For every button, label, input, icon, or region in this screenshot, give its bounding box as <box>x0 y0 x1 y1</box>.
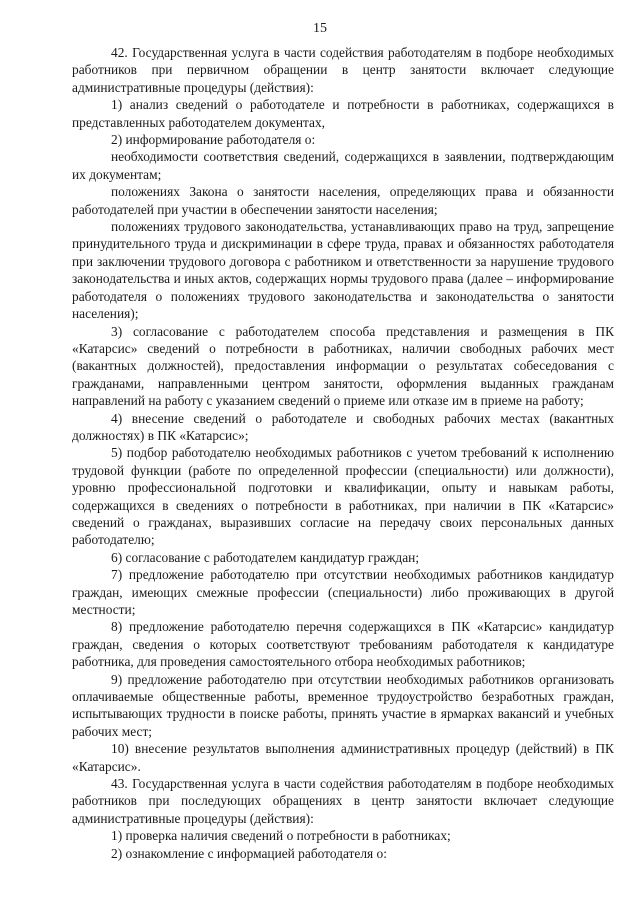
paragraph-item-9: 9) предложение работодателю при отсутствии необходимых работников организовать оплачиваемые общественные работы, временное трудоустройство безработных граждан, испытывающих трудности в поиске работы, принять участие в ярмарках вакансий и учебных рабочих мест; <box>72 671 614 739</box>
page-number: 15 <box>313 21 327 36</box>
paragraph-item-6: 6) согласование с работодателем кандидатур граждан; <box>111 549 420 565</box>
paragraph-item-4: 4) внесение сведений о работодателе и свободных рабочих местах (вакантных должностях) в ПК «Катарсис»; <box>72 410 614 443</box>
paragraph-43-item-2: 2) ознакомление с информацией работодателя о: <box>111 845 387 861</box>
paragraph-item-2-c: положениях трудового законодательства, устанавливающих право на труд, запрещение принудительного труда и дискриминации в сфере труда, правах и обязанностях работодателя при заключении трудового договора с работником и ответственности за нарушение трудового законодательства и иных актов, содержащих нормы трудового права (далее – информирование работодателя о положениях трудового законодательства и законодательства о занятости населения); <box>72 219 614 322</box>
paragraph-43-item-1: 1) проверка наличия сведений о потребности в работниках; <box>111 828 451 844</box>
paragraph-item-7: 7) предложение работодателю при отсутствии необходимых работников кандидатур граждан, имеющих смежные профессии (специальности) либо проживающих в другой местности; <box>72 567 614 617</box>
paragraph-item-2: 2) информирование работодателя о: <box>111 132 316 148</box>
paragraph-43-intro: 43. Государственная услуга в части содействия работодателям в подборе необходимых работников при последующих обращениях в центр занятости включает следующие административные процедуры (действия): <box>72 776 614 826</box>
document-body <box>72 44 614 862</box>
paragraph-item-3: 3) согласование с работодателем способа представления и размещения в ПК «Катарсис» сведений о потребности в работниках, наличии свободных рабочих мест (вакантных должностей), предоставления информации о результатах собеседования с гражданами, направленными центром занятости, оформления выданных гражданам направлений на работу с указанием сведений о приеме или отказе им в приеме на работу; <box>72 323 614 409</box>
paragraph-item-2-b: положениях Закона о занятости населения, определяющих права и обязанности работодателей при участии в обеспечении занятости населения; <box>72 184 614 217</box>
paragraph-item-2-a: необходимости соответствия сведений, содержащихся в заявлении, подтверждающим их документам; <box>72 149 614 182</box>
paragraph-item-1: 1) анализ сведений о работодателе и потребности в работниках, содержащихся в представленных работодателем документах, <box>72 97 614 130</box>
paragraph-item-8: 8) предложение работодателю перечня содержащихся в ПК «Катарсис» кандидатур граждан, сведения о которых соответствуют требованиям работодателя к кандидатуре работника, для проведения самостоятельного отбора необходимых работников; <box>72 619 614 670</box>
paragraph-item-10: 10) внесение результатов выполнения административных процедур (действий) в ПК «Катарсис». <box>72 741 614 774</box>
paragraph-item-5: 5) подбор работодателю необходимых работников с учетом требований к исполнению трудовой функции (работе по определенной профессии (специальности) или должности), уровню профессиональной подготовки и квалификации, опыту и навыкам работы, содержащихся в сведениях о потребности в работниках, при наличии в ПК «Катарсис» сведений о гражданах, выразивших согласие на передачу своих персональных данных работодателю; <box>72 445 614 548</box>
paragraph-42-intro: 42. Государственная услуга в части содействия работодателям в подборе необходимых работников при первичном обращении в центр занятости включает следующие административные процедуры (действия): <box>72 45 614 95</box>
